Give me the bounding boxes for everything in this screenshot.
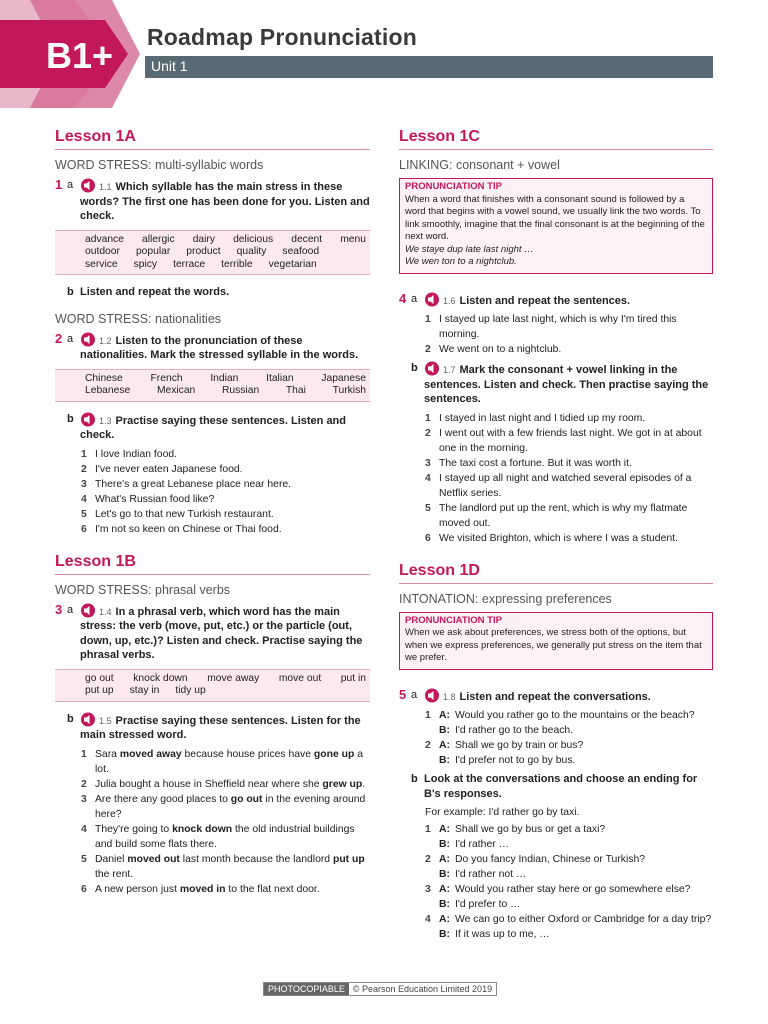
word: go out <box>85 672 114 684</box>
word: advance <box>85 233 124 245</box>
word: popular <box>135 246 171 257</box>
spacer <box>425 753 439 768</box>
tip-text: When a word that finishes with a consonant sound is followed by a word that begins with a vowel sound, we usually link the two words. To link smoothly, imagine that the final consonant is at the beginning of the next word. <box>405 193 705 242</box>
word: knock down <box>133 672 188 684</box>
word: Thai <box>285 385 306 396</box>
left-column <box>55 128 370 901</box>
question-5a <box>399 688 713 705</box>
word-row <box>85 246 366 259</box>
list-item <box>81 852 370 882</box>
speaker-b-line <box>425 867 713 882</box>
item-number: 3 <box>81 478 87 490</box>
speaker-b-label: B: <box>439 929 450 940</box>
question-letter: b <box>67 712 74 725</box>
sentence-part: last month because the landlord <box>179 853 333 865</box>
word: terrible <box>221 258 253 270</box>
sentence-part: because house prices have <box>181 748 314 760</box>
speaker-a-label: A: <box>439 854 450 865</box>
item-number: 4 <box>81 493 87 505</box>
sentence-part: A new person just <box>95 883 180 895</box>
list-item <box>81 822 370 852</box>
item-number: 2 <box>81 778 87 790</box>
question-2b <box>67 412 370 443</box>
speaker-b-label: B: <box>439 755 450 766</box>
list-item <box>81 792 370 822</box>
list-item <box>425 426 713 456</box>
item-number: 1 <box>81 448 87 460</box>
lesson-1a-heading: Lesson 1A <box>55 128 370 150</box>
page-title: Roadmap Pronunciation <box>147 24 417 50</box>
list-item <box>81 462 370 477</box>
speaker-icon[interactable] <box>80 712 96 727</box>
item-text <box>95 852 370 882</box>
list-item <box>425 312 713 342</box>
item-text <box>95 822 370 852</box>
speaker-a-text: We can go to either Oxford or Cambridge for a day trip? <box>455 914 712 925</box>
track-number: 1.5 <box>99 715 112 726</box>
tip-text: When we ask about preferences, we stress both of the options, but when we express preferences, we generally put stress on the item that we prefer. <box>405 627 702 663</box>
speaker-b-line <box>425 927 713 942</box>
speaker-a-label: A: <box>439 710 450 721</box>
track-number: 1.3 <box>99 415 112 426</box>
item-text: The landlord put up the rent, which is why my flatmate moved out. <box>439 502 688 529</box>
instruction-text: Listen to the pronunciation of these nationalities. Mark the stressed syllable in the words. <box>80 334 359 361</box>
pronunciation-tip <box>399 178 713 274</box>
copyright: © Pearson Education Limited 2019 <box>352 984 493 994</box>
photocopiable-label: PHOTOCOPIABLE <box>264 983 349 995</box>
item-text <box>95 792 370 822</box>
speaker-b-label: B: <box>439 839 450 850</box>
word: move out <box>278 672 322 684</box>
item-number: 2 <box>425 427 431 439</box>
list-item <box>81 507 370 522</box>
sentence-list <box>425 411 713 546</box>
speaker-icon[interactable] <box>80 412 96 427</box>
word-box <box>55 230 370 276</box>
word: Chinese <box>85 372 123 384</box>
word: Lebanese <box>85 385 131 396</box>
section-subheading: LINKING: consonant + vowel <box>399 158 560 172</box>
conversation <box>425 912 713 942</box>
instruction-text: Which syllable has the main stress in these words? The first one has been done for you. Listen and check. <box>80 181 370 222</box>
question-4a <box>399 292 713 309</box>
word: Mexican <box>156 385 196 396</box>
section-subheading: WORD STRESS: phrasal verbs <box>55 582 231 597</box>
item-text: I'm not so keen on Chinese or Thai food. <box>95 523 282 535</box>
section-subheading: WORD STRESS: multi-syllabic words <box>55 158 264 172</box>
word: Turkish <box>332 385 366 396</box>
section-subheading: INTONATION: expressing preferences <box>399 591 612 606</box>
word: seafood <box>282 246 320 257</box>
track-number: 1.2 <box>99 335 112 346</box>
spacer <box>425 927 439 942</box>
spacer <box>425 837 439 852</box>
item-number: 2 <box>425 854 431 865</box>
item-text: We went on to a nightclub. <box>439 344 562 355</box>
track-number: 1.8 <box>443 691 456 702</box>
word: product <box>186 246 221 257</box>
speaker-a-line <box>425 912 713 927</box>
speaker-icon[interactable] <box>80 178 96 193</box>
conversation-list <box>425 708 713 768</box>
word: quality <box>236 246 267 257</box>
word: Indian <box>210 372 239 384</box>
speaker-a-line <box>425 882 713 897</box>
word: Japanese <box>321 372 366 384</box>
instruction-text: Listen and repeat the conversations. <box>459 690 651 703</box>
item-text <box>95 747 370 777</box>
item-number: 4 <box>425 472 431 484</box>
speaker-a-text: Do you fancy Indian, Chinese or Turkish? <box>455 854 646 865</box>
question-1a <box>55 178 370 224</box>
phrasal-verb: go out <box>230 793 263 805</box>
spacer <box>425 867 439 882</box>
question-letter: a <box>411 688 418 701</box>
sentence-part: Are there any good places to <box>95 793 231 805</box>
conversation-list <box>425 822 713 942</box>
list-item <box>81 477 370 492</box>
track-number: 1.1 <box>99 182 112 192</box>
speaker-a-text: Shall we go by train or bus? <box>455 740 584 751</box>
item-number: 5 <box>81 508 87 520</box>
level-logo <box>0 0 140 108</box>
word-row <box>85 385 366 398</box>
speaker-b-text: If it was up to me, … <box>455 929 550 940</box>
phrasal-verb: moved in <box>179 883 226 895</box>
speaker-b-line <box>425 753 713 768</box>
speaker-b-line <box>425 897 713 912</box>
sentence-part: a lot. <box>95 748 363 775</box>
speaker-a-line <box>425 738 713 753</box>
speaker-a-line <box>425 708 713 723</box>
item-number: 4 <box>81 823 87 835</box>
pronunciation-tip <box>399 612 713 670</box>
instruction-text: Listen and repeat the sentences. <box>459 294 631 307</box>
question-letter: b <box>67 412 74 425</box>
list-item <box>425 342 713 357</box>
item-text <box>95 882 370 897</box>
spacer <box>425 897 439 912</box>
item-text: What's Russian food like? <box>95 493 215 505</box>
question-number: 1 <box>55 177 63 192</box>
question-3b <box>67 712 370 743</box>
item-number: 5 <box>425 502 431 514</box>
word: outdoor <box>85 246 120 257</box>
instruction-text: Practise saying these sentences. Listen and check. <box>80 414 346 441</box>
sentence-part: Sara <box>95 748 120 760</box>
phrasal-verb: gone up <box>313 748 355 760</box>
item-number: 3 <box>81 793 87 805</box>
conversation <box>425 822 713 852</box>
speaker-a-label: A: <box>439 914 450 925</box>
word: put up <box>85 685 114 696</box>
item-number: 1 <box>425 710 431 721</box>
word: Italian <box>266 372 294 384</box>
instruction-text: Listen and repeat the words. <box>80 286 230 298</box>
sentence-list <box>425 312 713 357</box>
item-number: 3 <box>425 884 431 895</box>
item-number: 6 <box>425 532 431 544</box>
speaker-b-label: B: <box>439 725 450 736</box>
word: allergic <box>142 233 175 245</box>
item-text: I love Indian food. <box>95 448 178 460</box>
word: service <box>85 258 118 270</box>
question-letter: a <box>67 332 74 345</box>
word: stay in <box>129 685 160 696</box>
instruction-text: Mark the consonant + vowel linking in the sentences. Listen and check. Then practise saying the sentences. <box>424 364 709 405</box>
item-text: I stayed in last night and I tidied up my room. <box>439 412 646 424</box>
sentence-part: the old industrial buildings and build some flats there. <box>95 823 355 850</box>
question-letter: a <box>67 603 74 616</box>
item-text: Let's go to that new Turkish restaurant. <box>95 508 274 520</box>
word: French <box>150 372 183 384</box>
sentence-list <box>81 447 370 537</box>
sentence-part: They're going to <box>95 823 173 835</box>
question-4b <box>411 361 713 407</box>
list-item <box>81 522 370 537</box>
item-number: 1 <box>425 824 431 835</box>
speaker-b-text: I'd prefer to … <box>455 899 521 910</box>
speaker-b-text: I'd rather … <box>455 839 509 850</box>
speaker-icon[interactable] <box>80 603 96 618</box>
speaker-a-label: A: <box>439 824 450 835</box>
phrasal-verb: put up <box>332 853 365 865</box>
word-box <box>55 369 370 402</box>
list-item <box>425 456 713 471</box>
word: menu <box>340 233 366 245</box>
list-item <box>425 501 713 531</box>
speaker-b-line <box>425 723 713 738</box>
instruction-text: Look at the conversations and choose an ending for B's responses. <box>424 773 698 800</box>
word: put in <box>340 672 366 684</box>
unit-label: Unit 1 <box>151 58 188 74</box>
item-text: I went out with a few friends last night. We got in at about one in the morning. <box>439 427 702 454</box>
speaker-icon[interactable] <box>424 292 440 307</box>
sentence-part: Julia bought a house in Sheffield near where she <box>95 778 323 790</box>
question-1b <box>67 285 370 300</box>
question-letter: a <box>67 179 74 191</box>
list-item <box>81 492 370 507</box>
list-item <box>425 471 713 501</box>
list-item <box>425 411 713 426</box>
word: decent <box>291 233 323 245</box>
word-row <box>85 234 366 247</box>
sentence-list <box>81 747 370 897</box>
sentence-part: to the flat next door. <box>225 883 320 895</box>
item-number: 1 <box>425 412 431 424</box>
item-number: 2 <box>81 463 87 475</box>
item-number: 1 <box>425 314 431 325</box>
word: spicy <box>133 258 158 270</box>
speaker-a-text: Would you rather go to the mountains or the beach? <box>455 710 695 721</box>
lesson-1d-heading: Lesson 1D <box>399 562 713 584</box>
track-number: 1.7 <box>443 365 456 375</box>
word-row <box>85 259 366 272</box>
spacer <box>425 723 439 738</box>
example-text: For example: I'd rather go by taxi. <box>425 807 580 818</box>
list-item <box>81 447 370 462</box>
conversation <box>425 882 713 912</box>
phrasal-verb: moved out <box>127 853 180 865</box>
question-3a <box>55 603 370 663</box>
phrasal-verb: moved away <box>119 748 182 760</box>
word-row <box>85 373 366 386</box>
question-number: 3 <box>55 601 63 617</box>
conversation <box>425 708 713 738</box>
conversation <box>425 738 713 768</box>
lesson-1b-heading: Lesson 1B <box>55 553 370 575</box>
instruction-text: Practise saying these sentences. Listen for the main stressed word. <box>80 714 361 741</box>
question-number: 4 <box>399 290 407 306</box>
sentence-part: in the evening around here? <box>95 793 366 820</box>
speaker-icon[interactable] <box>424 361 440 376</box>
item-text <box>95 777 370 792</box>
lesson-1c-heading: Lesson 1C <box>399 128 713 150</box>
tip-example: We staye dup late last night … <box>405 243 534 255</box>
phrasal-verb: grew up <box>322 778 363 790</box>
phrasal-verb: knock down <box>172 823 233 835</box>
speaker-a-text: Shall we go by bus or get a taxi? <box>455 824 606 835</box>
right-column <box>399 128 713 946</box>
list-item <box>81 747 370 777</box>
speaker-b-label: B: <box>439 869 450 880</box>
track-number: 1.4 <box>99 606 112 617</box>
speaker-b-text: I'd prefer not to go by bus. <box>455 755 576 766</box>
question-letter: b <box>67 286 74 298</box>
list-item <box>425 531 713 546</box>
item-number: 3 <box>425 457 431 469</box>
item-text: We visited Brighton, which is where I was a student. <box>439 532 678 544</box>
list-item <box>81 777 370 792</box>
speaker-a-label: A: <box>439 740 450 751</box>
question-letter: a <box>411 292 418 305</box>
sentence-part: . <box>362 778 366 790</box>
section-subheading: WORD STRESS: nationalities <box>55 311 222 326</box>
word-box <box>55 669 370 702</box>
question-letter: b <box>411 773 418 785</box>
word: vegetarian <box>268 258 317 270</box>
speaker-icon[interactable] <box>80 332 96 347</box>
question-2a <box>55 332 370 363</box>
item-number: 4 <box>425 914 431 925</box>
word-row <box>85 685 366 698</box>
question-number: 5 <box>399 686 407 702</box>
speaker-a-line <box>425 822 713 837</box>
word: terrace <box>173 258 206 270</box>
word: dairy <box>192 233 216 245</box>
list-item <box>81 882 370 897</box>
question-5b <box>411 772 713 801</box>
conversation <box>425 852 713 882</box>
question-number: 2 <box>55 330 63 346</box>
level-label: B1+ <box>46 35 114 76</box>
tip-title: PRONUNCIATION TIP <box>405 181 502 192</box>
item-number: 5 <box>81 853 87 865</box>
tip-title: PRONUNCIATION TIP <box>405 614 502 626</box>
item-number: 2 <box>425 344 431 355</box>
item-number: 2 <box>425 740 431 751</box>
item-number: 6 <box>81 883 87 895</box>
word: delicious <box>233 233 274 245</box>
speaker-b-line <box>425 837 713 852</box>
item-text: There's a great Lebanese place near here. <box>95 478 292 490</box>
speaker-b-text: I'd rather go to the beach. <box>455 725 574 736</box>
word: Russian <box>221 385 260 396</box>
item-number: 1 <box>81 748 87 760</box>
speaker-a-text: Would you rather stay here or go somewhere else? <box>455 884 691 895</box>
item-text: I stayed up late last night, which is why I'm tired this morning. <box>439 314 677 340</box>
speaker-a-line <box>425 852 713 867</box>
word-row <box>85 673 366 686</box>
speaker-a-label: A: <box>439 884 450 895</box>
item-number: 6 <box>81 523 87 535</box>
track-number: 1.6 <box>443 295 456 306</box>
sentence-part: Daniel <box>95 853 128 865</box>
footer <box>263 982 497 996</box>
question-letter: b <box>411 362 418 374</box>
item-text: I've never eaten Japanese food. <box>95 463 243 475</box>
speaker-b-text: I'd rather not … <box>455 869 527 880</box>
sentence-part: the rent. <box>95 868 134 880</box>
item-text: I stayed up all night and watched several episodes of a Netflix series. <box>439 472 692 499</box>
instruction-text: In a phrasal verb, which word has the main stress: the verb (move, put, etc.) or the particle (out, down, up, etc.)? Listen and check. Practise saying the phrasal verbs. <box>80 605 363 661</box>
word: tidy up <box>175 685 206 696</box>
tip-example: We wen ton to a nightclub. <box>405 256 517 267</box>
item-text: The taxi cost a fortune. But it was worth it. <box>439 457 632 469</box>
unit-bar <box>145 56 713 78</box>
speaker-b-label: B: <box>439 899 450 910</box>
speaker-icon[interactable] <box>424 688 440 703</box>
word: move away <box>207 672 260 684</box>
